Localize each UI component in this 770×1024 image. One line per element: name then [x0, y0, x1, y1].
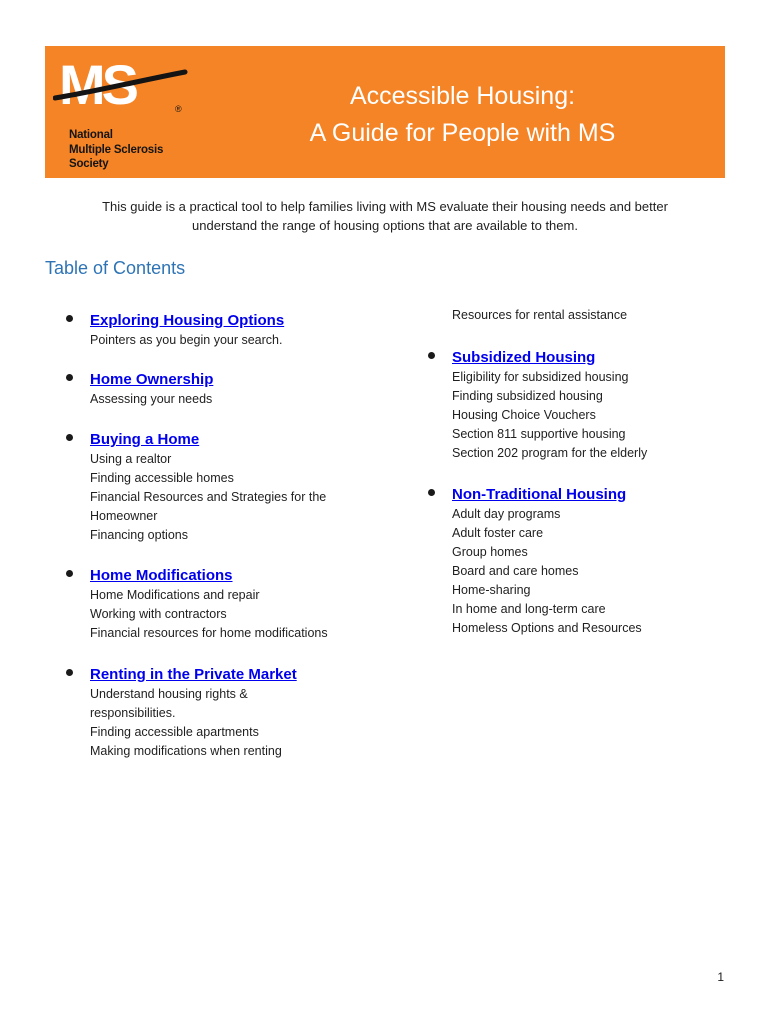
toc-right-column	[428, 306, 728, 638]
toc-subitem: Board and care homes	[452, 564, 579, 578]
toc-subitem: Working with contractors	[90, 607, 227, 621]
toc-subitems	[452, 505, 728, 638]
toc-subitem: Finding subsidized housing	[452, 389, 603, 403]
toc-entry	[66, 369, 366, 409]
toc-link[interactable]: Exploring Housing Options	[90, 312, 285, 329]
toc-entry	[66, 429, 366, 545]
bullet-icon	[428, 489, 435, 496]
toc-subitem: Assessing your needs	[90, 392, 213, 406]
bullet-icon	[66, 374, 73, 381]
toc-entry	[66, 565, 366, 643]
toc-subitems	[452, 368, 728, 463]
toc-subitem: Making modifications when renting	[90, 744, 282, 758]
toc-subitem: Adult foster care	[452, 526, 544, 540]
toc-link[interactable]: Non-Traditional Housing	[452, 486, 627, 503]
toc-subitem: Home-sharing	[452, 583, 531, 597]
toc-subitem: responsibilities.	[90, 706, 176, 720]
toc-link[interactable]: Renting in the Private Market	[90, 666, 297, 683]
toc-subitem: Home Modifications and repair	[90, 588, 260, 602]
toc-subitem: Understand housing rights &	[90, 687, 248, 701]
toc-subitem: Finding accessible homes	[90, 471, 234, 485]
toc-subitem: Group homes	[452, 545, 528, 559]
toc-subitem: Section 811 supportive housing	[452, 427, 626, 441]
intro-paragraph: This guide is a practical tool to help families living with MS evaluate their housing needs and better understand the range of housing options that are available to them.	[102, 199, 668, 233]
ms-society-logo	[53, 54, 203, 174]
toc-link[interactable]: Buying a Home	[90, 431, 200, 448]
toc-entry	[428, 484, 728, 638]
title-line-1: Accessible Housing:	[349, 82, 576, 110]
toc-link[interactable]: Home Modifications	[90, 567, 233, 584]
toc-subitem: Housing Choice Vouchers	[452, 408, 596, 422]
toc-entry	[66, 310, 366, 350]
toc-subitems	[90, 390, 366, 409]
toc-heading: Table of Contents	[45, 258, 186, 278]
toc-subitem: Using a realtor	[90, 452, 172, 466]
toc-link[interactable]: Subsidized Housing	[452, 349, 596, 366]
toc-subitem: Adult day programs	[452, 507, 561, 521]
bullet-icon	[66, 434, 73, 441]
toc-subitem: Eligibility for subsidized housing	[452, 370, 629, 384]
toc-subitem: Finding accessible apartments	[90, 725, 259, 739]
title-line-2: A Guide for People with MS	[309, 119, 616, 147]
bullet-icon	[428, 352, 435, 359]
toc-subitems	[90, 331, 366, 350]
header-banner	[45, 46, 725, 178]
toc-subitem: Financial Resources and Strategies for the	[90, 490, 327, 504]
toc-subitems	[90, 450, 366, 545]
toc-subitem: Financing options	[90, 528, 188, 542]
toc-subitem: Financial resources for home modifications	[90, 626, 328, 640]
toc-subitem: In home and long-term care	[452, 602, 606, 616]
toc-subitem: Homeowner	[90, 509, 158, 523]
bullet-icon	[66, 669, 73, 676]
toc-left-column	[66, 310, 366, 761]
toc-link[interactable]: Home Ownership	[90, 371, 214, 388]
registered-mark: ®	[175, 104, 182, 114]
ms-logo-letters: MS	[59, 54, 135, 114]
toc-continued-item: Resources for rental assistance	[452, 308, 628, 322]
toc-subitems	[90, 685, 366, 761]
bullet-icon	[66, 570, 73, 577]
org-name: National Multiple Sclerosis Society	[69, 129, 164, 170]
toc-subitem: Homeless Options and Resources	[452, 621, 642, 635]
toc-subitem: Pointers as you begin your search.	[90, 333, 283, 347]
toc-subitems	[90, 586, 366, 643]
toc-subitem: Section 202 program for the elderly	[452, 446, 648, 460]
toc-entry	[428, 347, 728, 463]
bullet-icon	[66, 315, 73, 322]
document-title	[235, 78, 690, 152]
ms-logo-mark	[53, 54, 188, 114]
toc-entry	[66, 664, 366, 761]
page-number: 1	[717, 970, 724, 984]
